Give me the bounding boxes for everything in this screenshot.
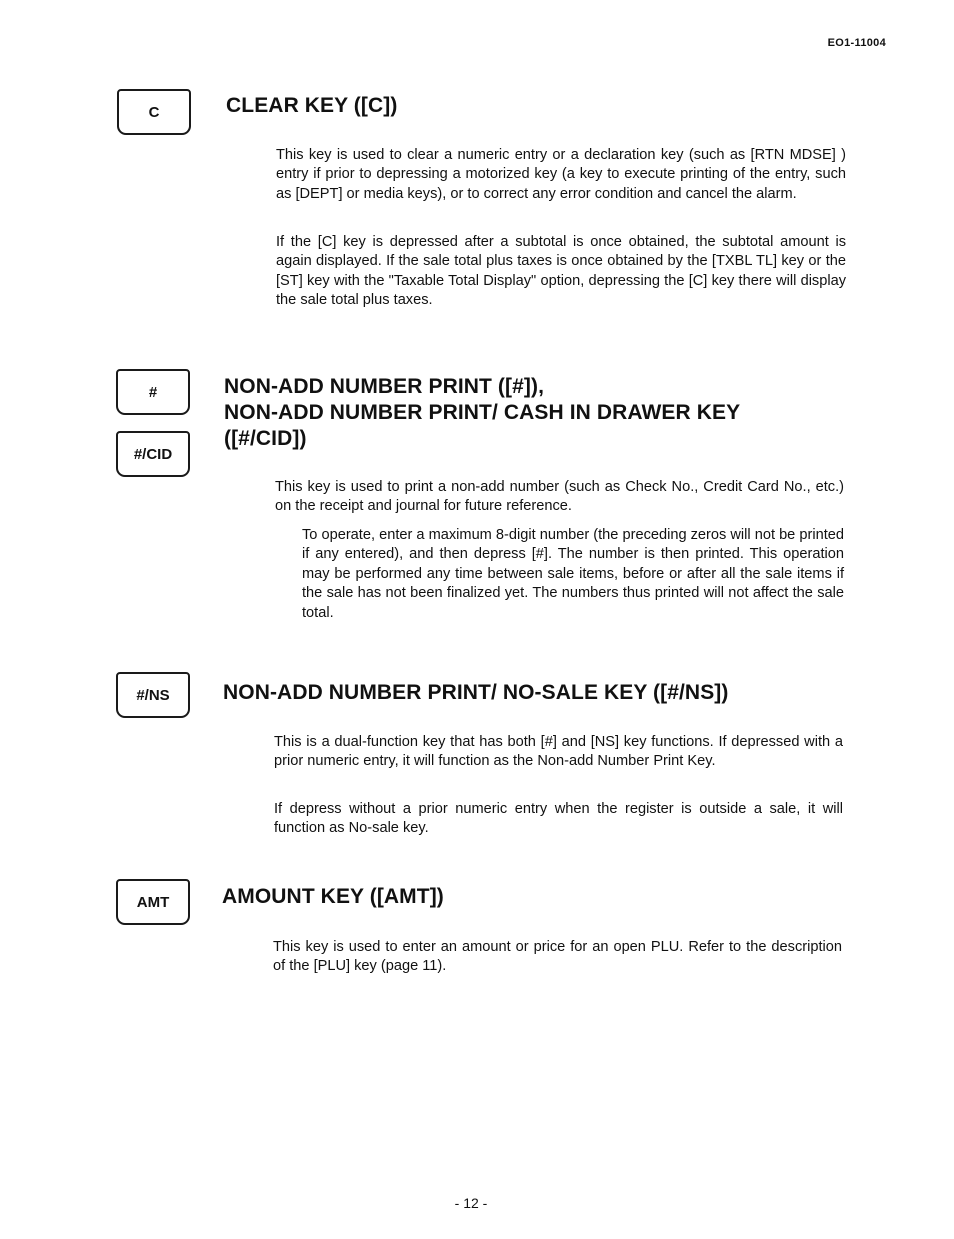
heading-line: NON-ADD NUMBER PRINT ([#]), <box>224 375 545 398</box>
clear-key-heading <box>226 93 397 119</box>
non-add-number-heading <box>224 374 740 452</box>
number-key-icon: # <box>116 369 190 415</box>
heading-line: ([#/CID]) <box>224 427 307 450</box>
clear-key-icon: C <box>117 89 191 135</box>
number-cid-key-icon: #/CID <box>116 431 190 477</box>
amount-key-heading <box>222 884 444 910</box>
heading-line: AMOUNT KEY ([AMT]) <box>222 885 444 908</box>
number-ns-key-icon: #/NS <box>116 672 190 718</box>
no-sale-heading <box>223 680 728 706</box>
amount-key-icon: AMT <box>116 879 190 925</box>
non-add-number-paragraph-1: This key is used to print a non-add number (such as Check No., Credit Card No., etc.) on the receipt and journal for future reference. <box>275 479 844 515</box>
non-add-number-paragraph-2: To operate, enter a maximum 8-digit number (the preceding zeros will not be printed if any entered), and then depress [#]. The number is then printed. This operation may be performed any time between sale items, before or after all the sale items if the sale has not been finalized yet. The numbers thus printed will not affect the sale total. <box>302 527 844 621</box>
page-number: - 12 - <box>454 1195 488 1211</box>
no-sale-paragraph-1: This is a dual-function key that has both [#] and [NS] key functions. If depressed with a prior numeric entry, it will function as the Non-add Number Print Key. <box>274 734 843 770</box>
amount-key-paragraph-1: This key is used to enter an amount or price for an open PLU. Refer to the description of the [PLU] key (page 11). <box>273 939 842 975</box>
clear-key-paragraph-1: This key is used to clear a numeric entry or a declaration key (such as [RTN MDSE] ) entry if prior to depressing a motorized key (a key to execute printing of the entry, such as [DEPT] or media keys), or to correct any error condition and cancel the alarm. <box>276 147 846 202</box>
heading-line: NON-ADD NUMBER PRINT/ CASH IN DRAWER KEY <box>224 401 741 424</box>
heading-line: CLEAR KEY ([C]) <box>226 94 398 117</box>
document-id: EO1-11004 <box>827 37 886 49</box>
no-sale-paragraph-2: If depress without a prior numeric entry when the register is outside a sale, it will function as No-sale key. <box>274 801 843 837</box>
clear-key-paragraph-2: If the [C] key is depressed after a subtotal is once obtained, the subtotal amount is again displayed. If the sale total plus taxes is once obtained by the [TXBL TL] key or the [ST] key with the "Taxable Total Display" option, depressing the [C] key there will display the sale total plus taxes. <box>276 234 846 309</box>
heading-line: NON-ADD NUMBER PRINT/ NO-SALE KEY ([#/NS]) <box>223 681 729 704</box>
